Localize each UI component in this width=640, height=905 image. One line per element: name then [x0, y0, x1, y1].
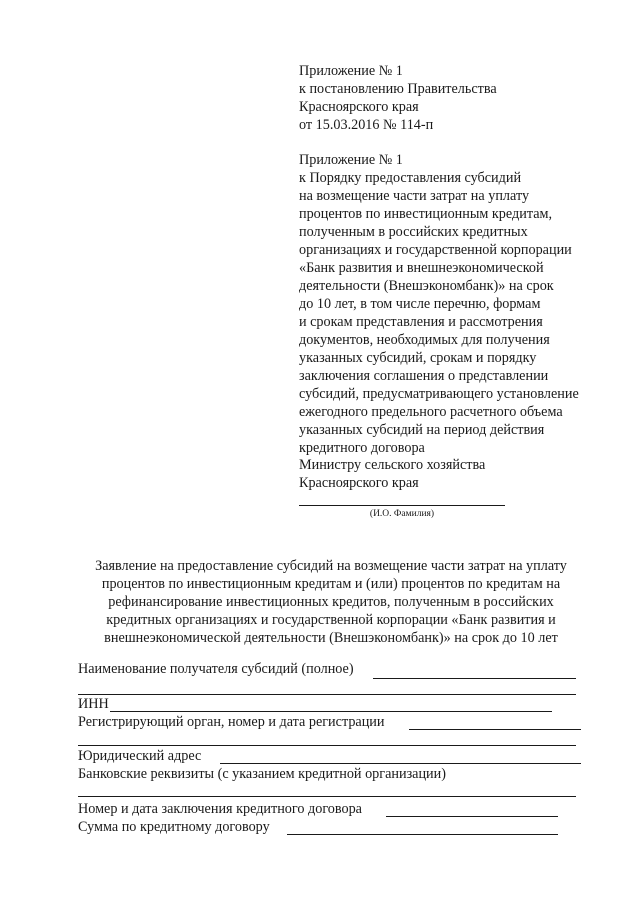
- appendix-line: Приложение № 1: [299, 152, 403, 168]
- bank-details-input[interactable]: [78, 796, 576, 797]
- header-line: от 15.03.2016 № 114-п: [299, 117, 434, 133]
- addressee-line: Министру сельского хозяйства: [299, 457, 486, 473]
- header-line: к постановлению Правительства: [299, 81, 497, 97]
- appendix-line: указанных субсидий на период действия: [299, 422, 545, 438]
- loan-amount-input[interactable]: [287, 834, 558, 835]
- inn-input[interactable]: [110, 711, 552, 712]
- appendix-line: процентов по инвестиционным кредитам,: [299, 206, 553, 222]
- statement-line: процентов по инвестиционным кредитам и (или) процентов по кредитам на: [101, 576, 561, 592]
- appendix-line: «Банк развития и внешнеэкономической: [299, 260, 544, 276]
- appendix-line: организациях и государственной корпорации: [299, 242, 572, 258]
- appendix-line: до 10 лет, в том числе перечню, формам: [299, 296, 541, 312]
- loan-agreement-label: Номер и дата заключения кредитного договора: [78, 801, 362, 817]
- appendix-line: кредитного договора: [299, 440, 425, 456]
- legal-address-input[interactable]: [220, 763, 581, 764]
- recipient-name-input[interactable]: [373, 678, 576, 679]
- addressee-line: Красноярского края: [299, 475, 419, 491]
- appendix-line: ежегодного предельного расчетного объема: [299, 404, 563, 420]
- statement-line: внешнеэкономической деятельности (Внешэкономбанк)» на срок до 10 лет: [104, 630, 558, 646]
- inn-label: ИНН: [78, 696, 109, 712]
- loan-amount-label: Сумма по кредитному договору: [78, 819, 270, 835]
- statement-title: [70, 557, 592, 647]
- statement-line: Заявление на предоставление субсидий на возмещение части затрат на уплату: [95, 558, 567, 574]
- registration-label: Регистрирующий орган, номер и дата регистрации: [78, 714, 385, 730]
- header-block: [299, 62, 497, 134]
- statement-line: рефинансирование инвестиционных кредитов, полученным в российских: [108, 594, 554, 610]
- loan-agreement-input[interactable]: [386, 816, 558, 817]
- appendix-line: деятельности (Внешэкономбанк)» на срок: [299, 278, 554, 294]
- appendix-line: на возмещение части затрат на уплату: [299, 188, 530, 204]
- statement-line: кредитных организациях и государственной корпорации «Банк развития и: [106, 612, 556, 628]
- header-line: Красноярского края: [299, 99, 419, 115]
- recipient-name-label: Наименование получателя субсидий (полное): [78, 661, 354, 677]
- appendix-line: документов, необходимых для получения: [299, 332, 550, 348]
- appendix-line: указанных субсидий, срокам и порядку: [299, 350, 537, 366]
- bank-details-label: Банковские реквизиты (с указанием кредитной организации): [78, 766, 446, 782]
- signature-caption: (И.О. Фамилия): [369, 509, 435, 519]
- signature-line[interactable]: [299, 505, 505, 506]
- registration-input[interactable]: [409, 729, 581, 730]
- appendix-line: субсидий, предусматривающего установление: [299, 386, 579, 402]
- appendix-line: заключения соглашения о представлении: [299, 368, 549, 384]
- header-line: Приложение № 1: [299, 63, 403, 79]
- appendix-line: и срокам представления и рассмотрения: [299, 314, 543, 330]
- appendix-line: полученным в российских кредитных: [299, 224, 528, 240]
- registration-input-continued[interactable]: [78, 745, 576, 746]
- appendix-line: к Порядку предоставления субсидий: [299, 170, 522, 186]
- legal-address-label: Юридический адрес: [78, 748, 202, 764]
- recipient-name-input-continued[interactable]: [78, 694, 576, 695]
- appendix-block: [299, 151, 579, 457]
- addressee-block: [299, 456, 485, 492]
